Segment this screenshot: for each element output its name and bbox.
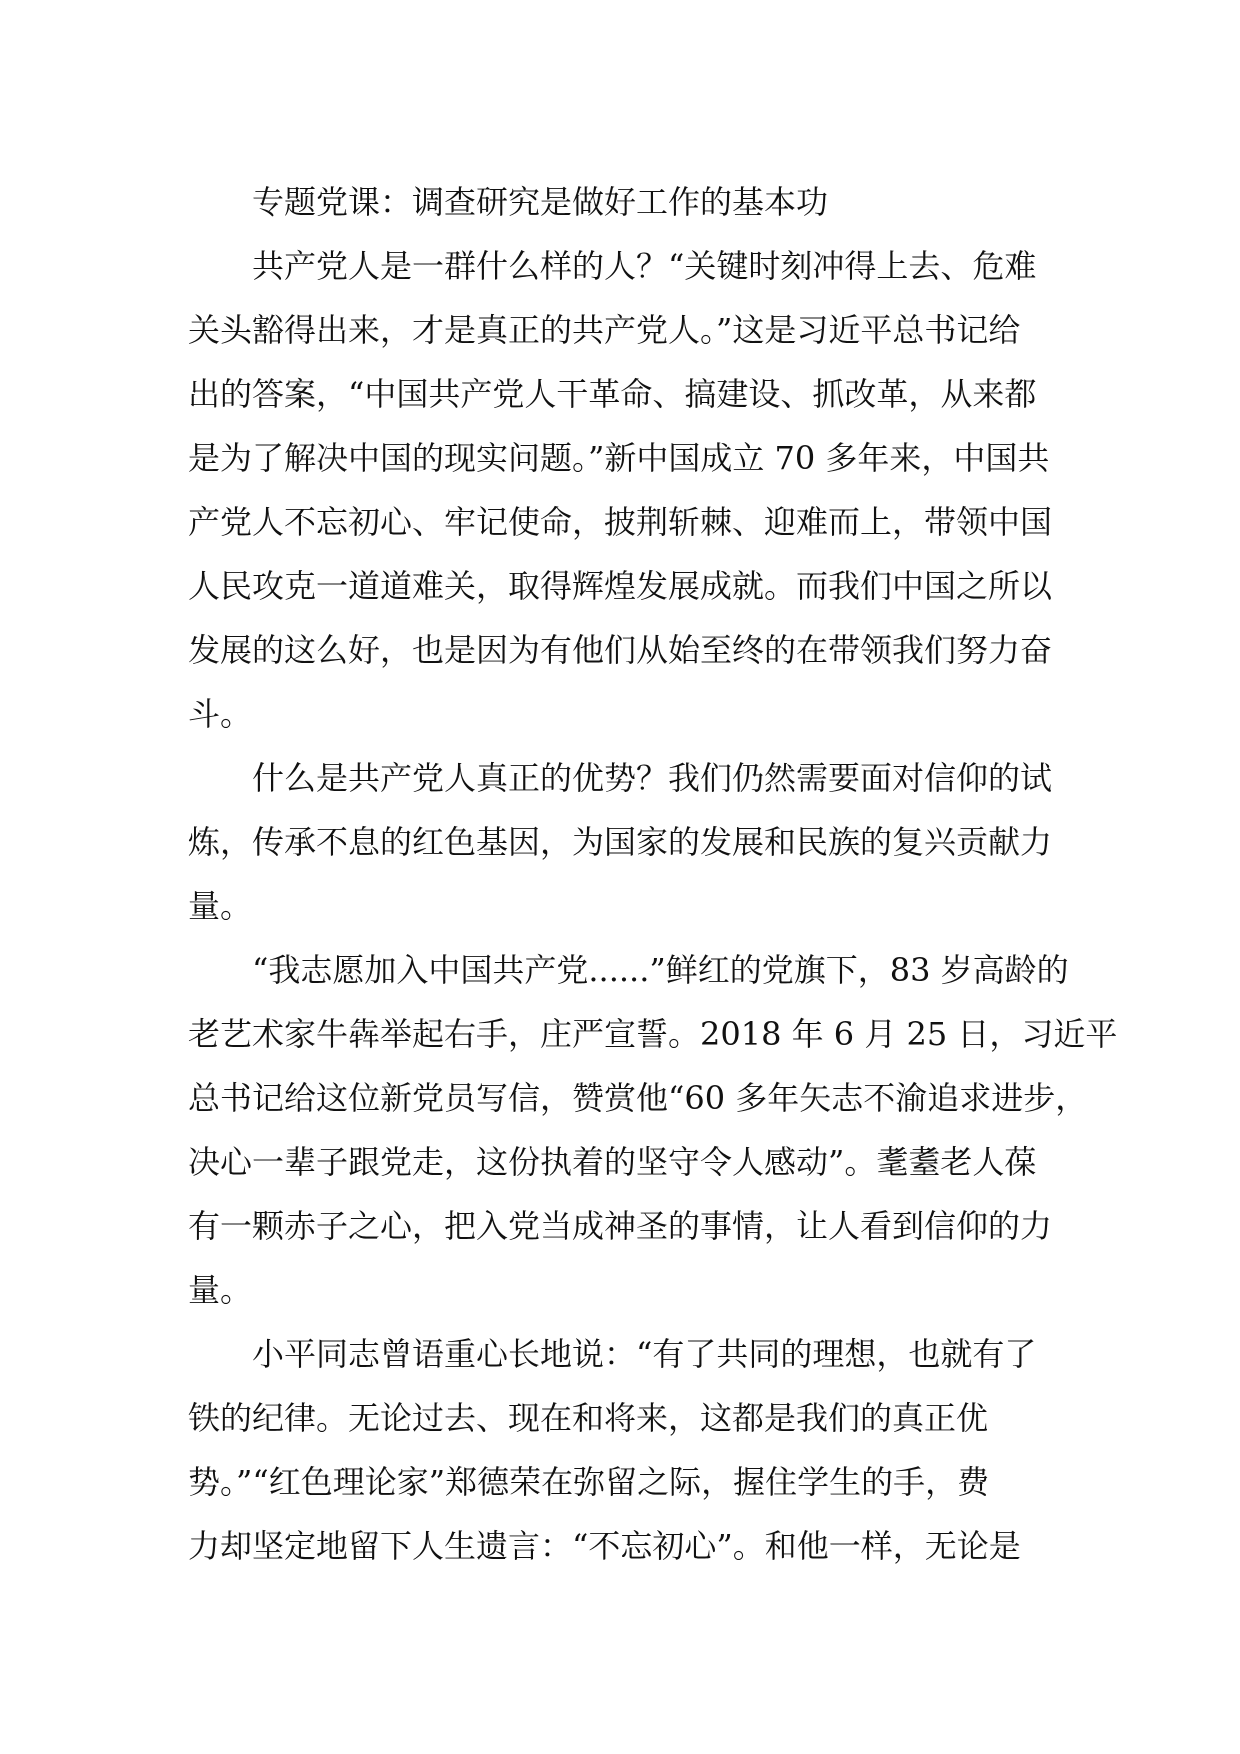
paragraph-line: 发展的这么好，也是因为有他们从始至终的在带领我们努力奋 <box>188 631 1053 669</box>
document-body <box>188 170 1118 1578</box>
paragraph-line: “我志愿加入中国共产党......”鲜红的党旗下，83 岁高龄的 <box>252 951 1069 989</box>
paragraph-line: 铁的纪律。无论过去、现在和将来，这都是我们的真正优 <box>188 1399 989 1437</box>
paragraph-line: 什么是共产党人真正的优势？我们仍然需要面对信仰的试 <box>252 759 1053 797</box>
paragraph-line: 决心一辈子跟党走，这份执着的坚守令人感动”。耄耋老人葆 <box>188 1143 1037 1181</box>
paragraph-1 <box>188 234 1058 746</box>
paragraph-line: 势。”“红色理论家”郑德荣在弥留之际，握住学生的手，费 <box>188 1463 990 1501</box>
paragraph-3 <box>188 938 1118 1322</box>
paragraph-line: 斗。 <box>188 695 253 733</box>
paragraph-4 <box>188 1322 1058 1578</box>
document-title: 专题党课：调查研究是做好工作的基本功 <box>252 183 829 221</box>
paragraph-line: 人民攻克一道道难关，取得辉煌发展成就。而我们中国之所以 <box>188 567 1053 605</box>
paragraph-line: 有一颗赤子之心，把入党当成神圣的事情，让人看到信仰的力 <box>188 1207 1053 1245</box>
paragraph-line: 小平同志曾语重心长地说：“有了共同的理想，也就有了 <box>252 1335 1037 1373</box>
paragraph-2 <box>188 746 1058 938</box>
paragraph-line: 量。 <box>188 887 253 925</box>
paragraph-line: 产党人不忘初心、牢记使命，披荆斩棘、迎难而上，带领中国 <box>188 503 1053 541</box>
paragraph-line: 总书记给这位新党员写信，赞赏他“60 多年矢志不渝追求进步， <box>188 1079 1088 1117</box>
paragraph-line: 力却坚定地留下人生遗言：“不忘初心”。和他一样，无论是 <box>188 1527 1021 1565</box>
paragraph-line: 是为了解决中国的现实问题。”新中国成立 70 多年来，中国共 <box>188 439 1050 477</box>
paragraph-line: 关头豁得出来，才是真正的共产党人。”这是习近平总书记给 <box>188 311 1021 349</box>
paragraph-line: 老艺术家牛犇举起右手，庄严宣誓。2018 年 6 月 25 日，习近平 <box>188 1015 1118 1053</box>
paragraph-line: 量。 <box>188 1271 253 1309</box>
paragraph-line: 共产党人是一群什么样的人？“关键时刻冲得上去、危难 <box>252 247 1037 285</box>
paragraph-line: 炼，传承不息的红色基因，为国家的发展和民族的复兴贡献力 <box>188 823 1053 861</box>
paragraph-line: 出的答案，“中国共产党人干革命、搞建设、抓改革，从来都 <box>188 375 1037 413</box>
